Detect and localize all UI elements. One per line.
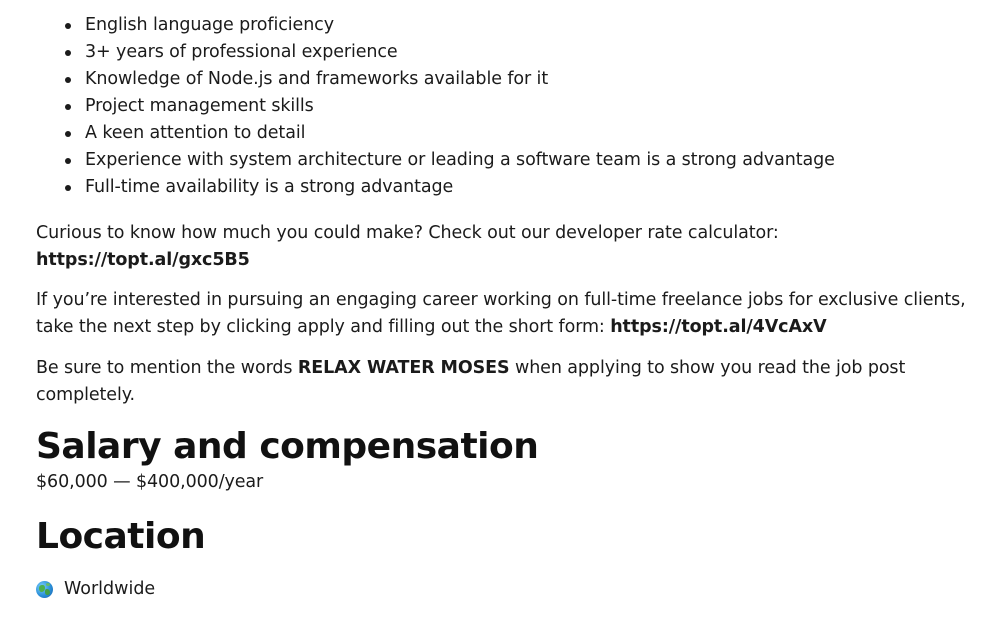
location-heading: Location xyxy=(36,516,206,557)
salary-heading: Salary and compensation xyxy=(36,426,539,467)
keyword-phrase: RELAX WATER MOSES xyxy=(297,358,510,378)
bullet-icon xyxy=(65,23,71,29)
apply-form-link[interactable]: https://topt.al/4VcAxV xyxy=(610,317,827,337)
requirement-text: Full-time availability is a strong advantage xyxy=(85,177,454,197)
location-row xyxy=(36,576,966,603)
mention-paragraph xyxy=(36,355,966,409)
requirement-text: English language proficiency xyxy=(85,15,334,35)
mention-text-before: Be sure to mention the words xyxy=(36,358,298,378)
requirement-text: Experience with system architecture or leading a software team is a strong advantage xyxy=(85,150,835,170)
location-value: Worldwide xyxy=(64,579,156,599)
requirement-text: A keen attention to detail xyxy=(85,123,306,143)
salary-range: $60,000 — $400,000/year xyxy=(36,472,264,492)
bullet-icon xyxy=(65,158,71,164)
rate-calculator-text: Curious to know how much you could make? Check out our developer rate calculator: xyxy=(36,223,779,243)
bullet-icon xyxy=(65,50,71,56)
apply-paragraph xyxy=(36,287,966,341)
list-item xyxy=(85,66,966,93)
list-item xyxy=(85,12,966,39)
rate-calculator-link[interactable]: https://topt.al/gxc5B5 xyxy=(36,250,250,270)
requirement-text: Project management skills xyxy=(85,96,314,116)
list-item xyxy=(85,147,966,174)
list-item xyxy=(85,93,966,120)
bullet-icon xyxy=(65,185,71,191)
list-item xyxy=(85,120,966,147)
job-post-content xyxy=(36,12,966,603)
bullet-icon xyxy=(65,131,71,137)
rate-calculator-paragraph xyxy=(36,220,966,274)
bullet-icon xyxy=(65,104,71,110)
requirement-text: Knowledge of Node.js and frameworks available for it xyxy=(85,69,549,89)
bullet-icon xyxy=(65,77,71,83)
globe-icon xyxy=(36,581,53,598)
list-item xyxy=(85,174,966,201)
requirement-text: 3+ years of professional experience xyxy=(85,42,398,62)
requirements-list xyxy=(36,12,966,201)
apply-text: If you’re interested in pursuing an engaging career working on full-time freelance jobs for exclusive clients, take the next step by clicking apply and filling out the short form: xyxy=(36,290,966,337)
mention-text-after: when applying to show you read the job post completely. xyxy=(36,358,906,405)
list-item xyxy=(85,39,966,66)
